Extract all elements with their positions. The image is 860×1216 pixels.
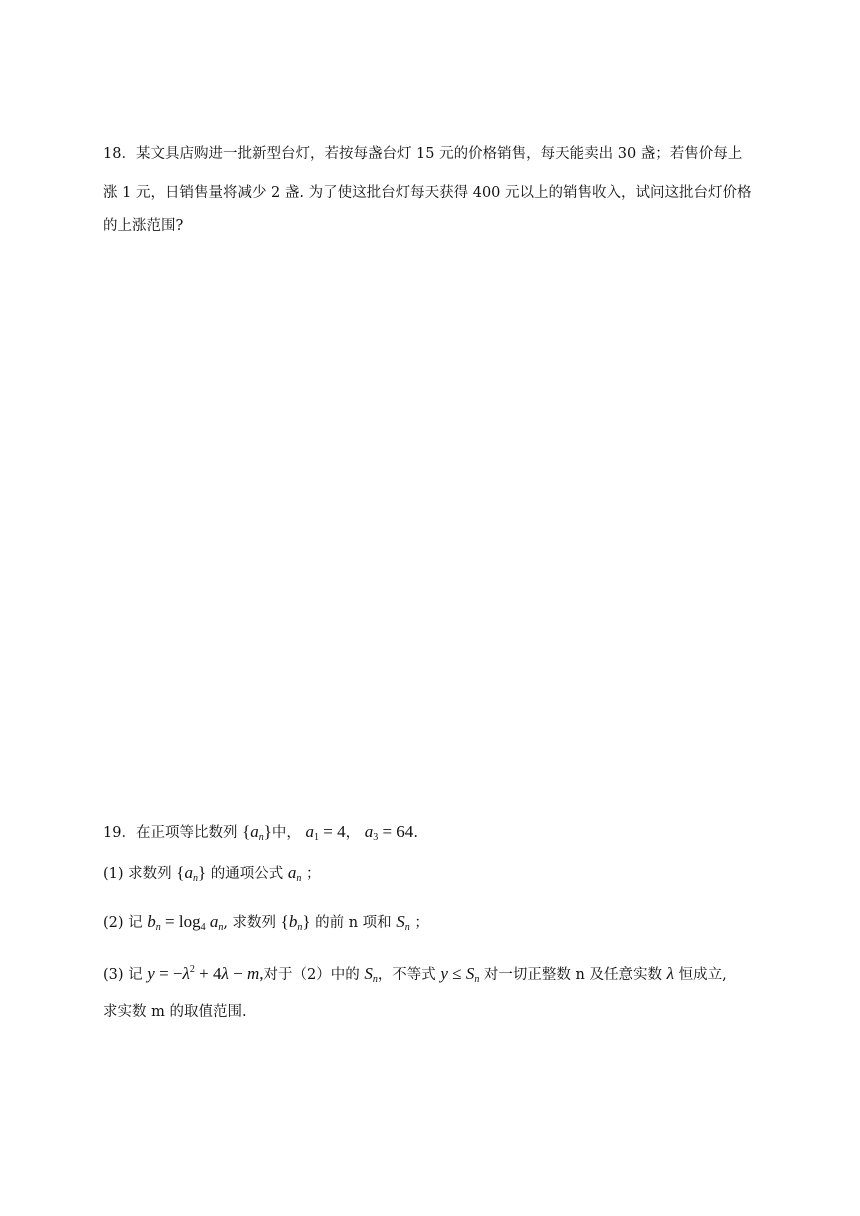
q19-stem-sep: ，: [345, 825, 361, 841]
q19-part-3-mid: 对于（2）中的: [263, 967, 360, 983]
q19-part-3-mid3: 对一切正整数 n 及任意实数: [483, 967, 662, 983]
q19-part-1-prefix: (1) 求数列: [103, 866, 172, 882]
q19-part-2-prefix: (2) 记: [103, 915, 143, 931]
q19-part-1-mid: 的通项公式: [210, 866, 284, 882]
math-sequence-bn: $\{b_n\}$: [280, 912, 311, 933]
math-y-definition: $y = -\lambda^2 + 4\lambda - m$,: [147, 964, 264, 983]
math-a1-equals-4: $a_1 = 4$: [305, 822, 346, 843]
q19-stem-mid: 中，: [271, 825, 301, 841]
math-lambda: λ: [666, 964, 674, 983]
q19-stem: [103, 822, 418, 848]
q19-part-2-end: ；: [414, 915, 429, 931]
math-a3-equals-64: $a_3 = 64$: [364, 822, 414, 843]
math-sequence-an: $\{a_n\}$: [242, 822, 272, 843]
math-y-leq-sn: $y \le S_n$: [440, 964, 480, 985]
q19-part-3-line-2: 求实数 m 的取值范围.: [103, 1004, 247, 1020]
q19-part-3-end: 恒成立,: [678, 967, 727, 983]
math-an: $a_n$: [287, 863, 302, 884]
q19-part-3-prefix: (3) 记: [103, 967, 143, 983]
math-sn: $S_n$: [396, 912, 410, 933]
q19-part-2-mid: , 求数列: [223, 915, 277, 931]
math-sn: $S_n$: [364, 964, 378, 985]
q19-part-3: [103, 960, 727, 990]
math-sequence-an: $\{a_n\}$: [176, 863, 207, 884]
q18-line-1: 18．某文具店购进一批新型台灯，若按每盏台灯 15 元的价格销售，每天能卖出 30 盏；若售价每上: [103, 146, 743, 162]
q19-stem-prefix: 19．在正项等比数列: [103, 825, 238, 841]
q18-line-3: 的上涨范围?: [103, 218, 184, 234]
q19-part-1-end: ；: [305, 866, 321, 882]
q19-part-2-mid2: 的前 n 项和: [315, 915, 392, 931]
q19-part-3-mid2: ，不等式: [377, 967, 436, 983]
q19-stem-end: .: [413, 825, 418, 841]
math-bn-equals-log4-an: $b_n = \log_4 a_n$: [147, 912, 224, 933]
q19-part-2: [103, 912, 429, 938]
q18-line-2: 涨 1 元，日销售量将减少 2 盏. 为了使这批台灯每天获得 400 元以上的销售收入，试问这批台灯价格: [103, 185, 752, 201]
q19-part-1: [103, 863, 320, 889]
